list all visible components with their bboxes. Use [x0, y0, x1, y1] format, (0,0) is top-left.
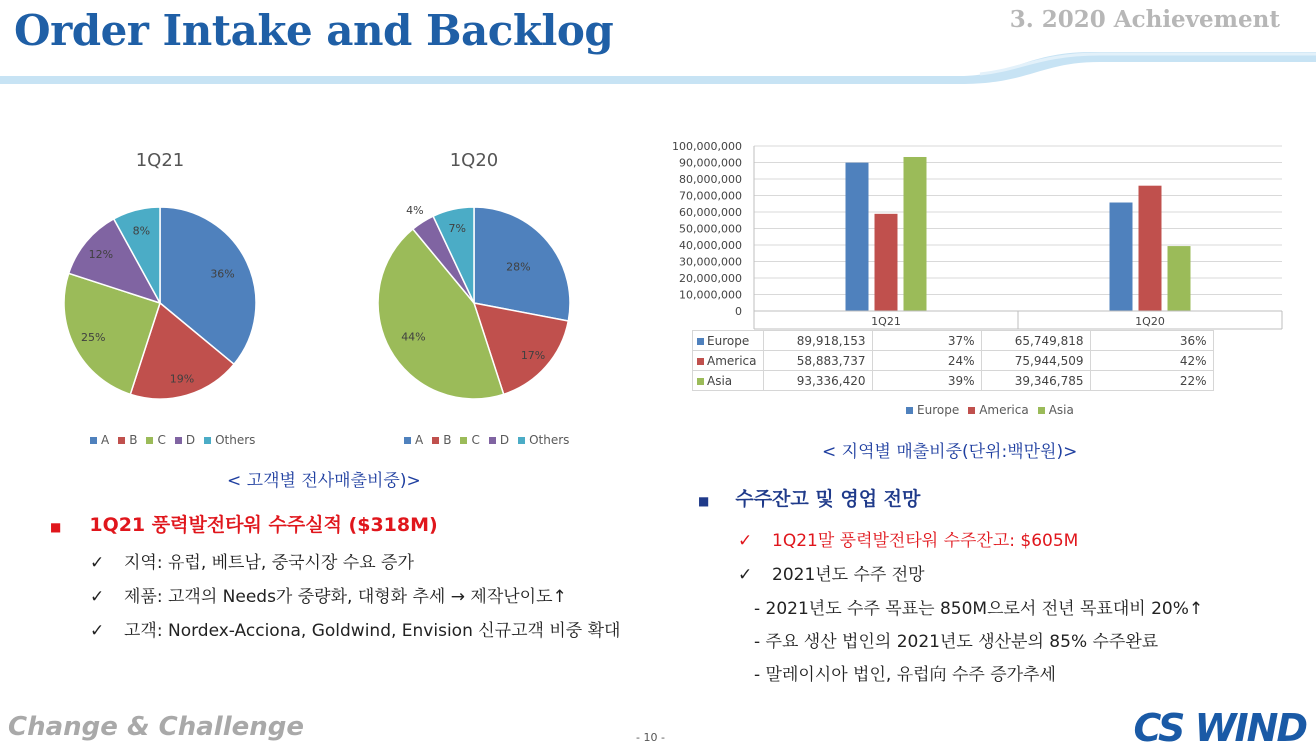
check-icon: ✓ [738, 565, 753, 585]
right-item-backlog: ✓ 1Q21말 풍력발전타워 수주잔고: $605M [738, 531, 1079, 551]
table-cell: 22% [1090, 371, 1213, 391]
customer-caption: < 고객별 전사매출비중)> [227, 471, 421, 491]
pie-1q20-legend [404, 433, 569, 447]
legend-entry-europe: Europe [906, 403, 959, 417]
legend-swatch [518, 437, 525, 444]
legend-entry-others: Others [518, 433, 569, 447]
table-cell: 89,918,153 [763, 331, 872, 351]
check-icon: ✓ [738, 531, 753, 551]
bar-asia-1q21 [904, 157, 927, 311]
left-item: ✓ 제품: 고객의 Needs가 중량화, 대형화 추세 → 제작난이도↑ [90, 587, 567, 607]
x-tick-label: 1Q20 [1135, 315, 1165, 328]
table-cell: 65,749,818 [981, 331, 1090, 351]
legend-entry-b: B [118, 433, 137, 447]
y-tick-label: 0 [735, 305, 742, 318]
region-bar-legend [906, 403, 1074, 417]
table-row [693, 331, 1214, 351]
y-tick-label: 70,000,000 [679, 189, 742, 203]
pie-slice-label: 17% [520, 349, 546, 363]
pie-slice-label: 4% [406, 203, 424, 217]
pie-slice-label: 12% [88, 248, 114, 262]
table-cell: Europe [693, 331, 764, 351]
legend-swatch [1038, 407, 1045, 414]
page-title: Order Intake and Backlog [14, 6, 614, 55]
table-cell: 37% [872, 331, 981, 351]
y-tick-label: 40,000,000 [679, 239, 742, 252]
table-cell: 36% [1090, 331, 1213, 351]
region-data-table [692, 330, 1214, 391]
y-tick-label: 100,000,000 [672, 140, 742, 153]
bar-europe-1q20 [1110, 203, 1133, 311]
pie-slice-label: 28% [506, 260, 531, 274]
left-item: ✓ 지역: 유럽, 베트남, 중국시장 수요 증가 [90, 553, 414, 573]
pie-chart-1q21 [50, 193, 270, 413]
y-tick-label: 20,000,000 [679, 272, 742, 285]
page-number: - 10 - [636, 731, 665, 744]
legend-entry-a: A [404, 433, 423, 447]
y-tick-label: 30,000,000 [679, 255, 742, 269]
x-tick-label: 1Q21 [871, 315, 901, 328]
legend-swatch [204, 437, 211, 444]
legend-swatch [404, 437, 411, 444]
pie-chart-1q20 [364, 193, 584, 413]
table-cell: 24% [872, 351, 981, 371]
america-marker [697, 358, 704, 365]
legend-swatch [906, 407, 913, 414]
legend-swatch [489, 437, 496, 444]
europe-marker [697, 338, 704, 345]
legend-entry-d: D [175, 433, 195, 447]
table-row [693, 371, 1214, 391]
y-tick-label: 80,000,000 [679, 173, 742, 186]
check-icon: ✓ [90, 621, 105, 641]
table-cell: 93,336,420 [763, 371, 872, 391]
left-heading: ■ 1Q21 풍력발전타워 수주실적 ($318M) [50, 514, 438, 536]
legend-swatch [118, 437, 125, 444]
legend-entry-a: A [90, 433, 109, 447]
bar-america-1q20 [1139, 186, 1162, 311]
pie-slice-label: 44% [401, 330, 426, 344]
right-item-outlook: ✓ 2021년도 수주 전망 [738, 565, 925, 585]
header-swoosh [0, 40, 1316, 90]
legend-swatch [460, 437, 467, 444]
table-cell: Asia [693, 371, 764, 391]
asia-marker [697, 378, 704, 385]
y-tick-label: 90,000,000 [679, 156, 742, 170]
legend-swatch [432, 437, 439, 444]
right-subitem: - 주요 생산 법인의 2021년도 생산분의 85% 수주완료 [754, 632, 1159, 652]
y-tick-label: 10,000,000 [679, 288, 742, 302]
region-bar-chart [670, 135, 1290, 335]
right-heading: ■ 수주잔고 및 영업 전망 [698, 488, 921, 510]
bullet-square-icon: ■ [50, 520, 62, 534]
legend-entry-others: Others [204, 433, 255, 447]
table-cell: 75,944,509 [981, 351, 1090, 371]
legend-swatch [175, 437, 182, 444]
y-tick-label: 60,000,000 [679, 206, 742, 219]
check-icon: ✓ [90, 587, 105, 607]
region-caption: < 지역별 매출비중(단위:백만원)> [822, 442, 1078, 462]
footer-slogan: Change & Challenge [8, 712, 305, 742]
section-label: 3. 2020 Achievement [1009, 6, 1280, 33]
left-item: ✓ 고객: Nordex-Acciona, Goldwind, Envision 신규고객 비중 확대 [90, 621, 621, 641]
bullet-square-icon: ■ [698, 494, 710, 508]
legend-entry-d: D [489, 433, 509, 447]
legend-entry-c: C [146, 433, 165, 447]
pie-slice-label: 36% [210, 267, 235, 281]
legend-swatch [90, 437, 97, 444]
right-subitem: - 2021년도 수주 목표는 850M으로서 전년 목표대비 20%↑ [754, 599, 1204, 619]
pie-1q20-title: 1Q20 [449, 150, 499, 171]
bar-america-1q21 [875, 214, 898, 311]
pie-1q21-title: 1Q21 [135, 150, 185, 171]
bar-europe-1q21 [846, 163, 869, 311]
y-tick-label: 50,000,000 [679, 222, 742, 236]
bar-asia-1q20 [1168, 246, 1191, 311]
table-cell: 39% [872, 371, 981, 391]
table-cell: 58,883,737 [763, 351, 872, 371]
company-logo: CS WIND [1133, 706, 1306, 750]
pie-slice-label: 19% [169, 372, 195, 386]
check-icon: ✓ [90, 553, 105, 573]
table-cell: America [693, 351, 764, 371]
pie-slice-label: 25% [81, 330, 106, 344]
legend-entry-asia: Asia [1038, 403, 1074, 417]
table-cell: 42% [1090, 351, 1213, 371]
pie-slice-label: 8% [132, 224, 151, 238]
pie-1q21-legend [90, 433, 255, 447]
legend-swatch [968, 407, 975, 414]
legend-entry-b: B [432, 433, 451, 447]
table-row [693, 351, 1214, 371]
table-cell: 39,346,785 [981, 371, 1090, 391]
legend-swatch [146, 437, 153, 444]
legend-entry-c: C [460, 433, 479, 447]
right-subitem: - 말레이시아 법인, 유럽向 수주 증가추세 [754, 665, 1056, 685]
legend-entry-america: America [968, 403, 1029, 417]
pie-slice-label: 7% [448, 222, 466, 236]
